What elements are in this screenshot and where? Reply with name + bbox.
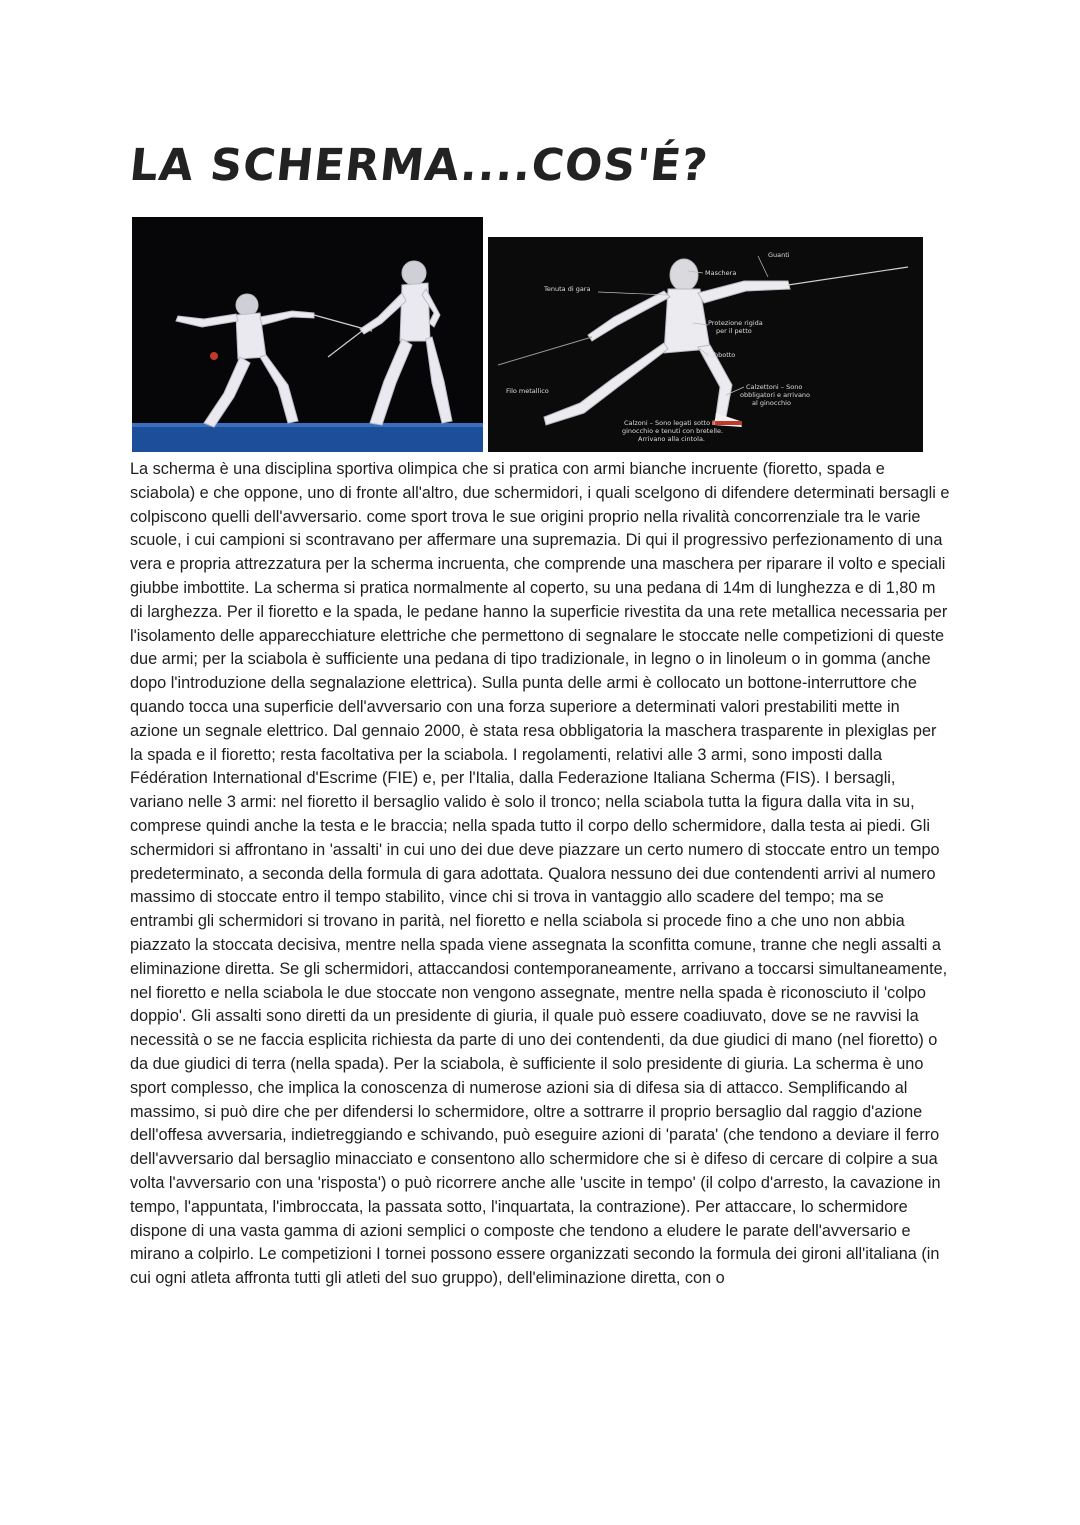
label-calzoni-2: ginocchio e tenuti con bretelle. (622, 427, 724, 435)
label-filo: Filo metallico (506, 387, 549, 395)
label-calzoni-3: Arrivano alla cintola. (638, 435, 705, 443)
body-paragraph: La scherma è una disciplina sportiva olimpica che si pratica con armi bianche incruente (fioretto, spada e sciabola) e che oppone, uno di fronte all'altro, due schermidori, i quali scelgono di difendere determinati bersagli e colpiscono quelli dell'avversario. come sport trova le sue origini proprio nella rivalità concorrenziale tra le varie scuole, i cui campioni si scontravano per affermare una supremazia. Di qui il progressivo perfezionamento di una vera e propria attrezzatura per la scherma incruenta, che comprende una maschera per riparare il volto e speciali giubbe imbottite. La scherma si pratica normalmente al coperto, su una pedana di 14m di lunghezza e di 1,80 m di larghezza. Per il fioretto e la spada, le pedane hanno la superficie rivestita da una rete metallica necessaria per l'isolamento delle apparecchiature elettriche che permettono di segnalare le stoccate nelle competizioni di queste due armi; per la sciabola è sufficiente una pedana di tipo tradizionale, in legno o in linoleum o in gomma (anche dopo l'introduzione della segnalazione elettrica). Sulla punta delle armi è collocato un bottone-interruttore che quando tocca una superficie dell'avversario con una forza superiore a determinati valori prestabiliti mette in azione un segnale elettrico. Dal gennaio 2000, è stata resa obbligatoria la maschera trasparente in plexiglas per la spada e il fioretto; resta facoltativa per la sciabola. I regolamenti, relativi alle 3 armi, sono imposti dalla Fédération International d'Escrime (FIE) e, per l'Italia, dalla Federazione Italiana Scherma (FIS). I bersagli, variano nelle 3 armi: nel fioretto il bersaglio valido è solo il tronco; nella sciabola tutta la figura dalla vita in su, comprese quindi anche la testa e le braccia; nella spada tutto il corpo dello schermidore, dalla testa ai piedi. Gli schermidori si affrontano in 'assalti' in cui uno dei due deve piazzare un certo numero di stoccate entro un tempo predeterminato, a seconda della formula di gara adottata. Qualora nessuno dei due contendenti arrivi al numero massimo di stoccate entro il tempo stabilito, vince chi si trova in vantaggio allo scadere del tempo; ma se entrambi gli schermidori si trovano in parità, nel fioretto e nella sciabola si procede fino a che uno non abbia piazzato la stoccata decisiva, mentre nella spada viene assegnata la sconfitta comune, tranne che negli assalti a eliminazione diretta. Se gli schermidori, attaccandosi contemporaneamente, arrivano a toccarsi simultaneamente, nel fioretto e nella sciabola le due stoccate non vengono assegnate, mentre nella spada è riconosciuto il 'colpo doppio'. Gli assalti sono diretti da un presidente di giuria, il quale può essere coadiuvato, dove se ne ravvisi la necessità o se ne faccia esplicita richiesta da parte di uno dei contendenti, da due giudici di mano (nel fioretto) o da due giudici di terra (nella spada). Per la sciabola, è sufficiente il solo presidente di giuria. La scherma è uno sport complesso, che implica la conoscenza di numerose azioni sia di difesa sia di attacco. Semplificando al massimo, si può dire che per difendersi lo schermidore, oltre a sottrarre il proprio bersaglio dal raggio d'azione dell'offesa avversaria, indietreggiando e schivando, può eseguire azioni di 'parata' (che tendono a deviare il ferro dell'avversario dal bersaglio minacciato e consentono allo schermidore che si è difeso di cercare di colpire a sua volta l'avversario con una 'risposta') o può ricorrere anche alle 'uscite in tempo' (il colpo d'arresto, la cavazione in tempo, l'appuntata, l'imbroccata, la passata sotto, l'inquartata, la contrazione). Per attaccare, lo schermidore dispone di una vasta gamma di azioni semplici o composte che tendono a eludere le parate dell'avversario e mirano a colpirlo. Le competizioni I tornei possono essere organizzati secondo la formula dei gironi all'italiana (in cui ogni atleta affronta tutti gli atleti del suo gruppo), dell'eliminazione diretta, con o (130, 460, 950, 1288)
fencers-bout-illustration (132, 217, 483, 452)
label-calzettoni-2: obbligatori e arrivano (740, 391, 811, 399)
label-maschera: Maschera (705, 269, 737, 277)
label-protezione-1: Protezione rigida (708, 319, 763, 327)
label-guanti: Guanti (768, 251, 790, 259)
fencing-equipment-diagram (488, 237, 923, 452)
label-protezione-2: per il petto (716, 327, 752, 335)
fencers-bout-photo (132, 217, 483, 452)
label-calzettoni-3: al ginocchio (752, 399, 791, 407)
label-calzettoni-1: Calzettoni – Sono (746, 383, 803, 391)
label-tenuta: Tenuta di gara (544, 285, 591, 293)
label-calzoni-1: Calzoni – Sono legati sotto il (624, 419, 716, 427)
label-giubbotto: Giubbotto (703, 351, 736, 359)
page-title: LA SCHERMA....COS'É? (127, 140, 711, 191)
fencing-equipment-illustration (488, 237, 923, 452)
